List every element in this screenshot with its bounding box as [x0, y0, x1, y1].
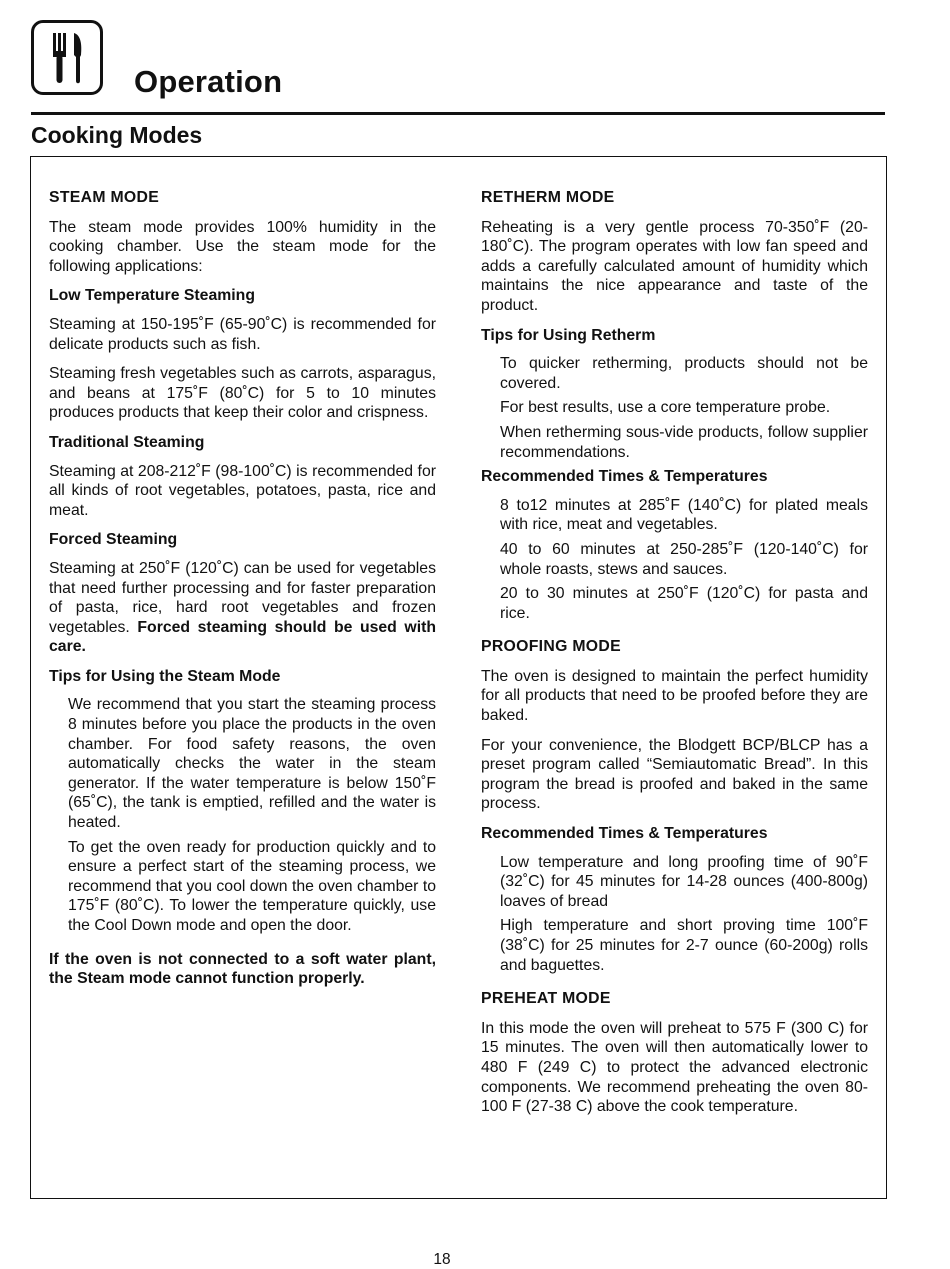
preheat-mode-heading: PREHEAT MODE — [481, 990, 611, 1008]
preheat-text: In this mode the oven will preheat to 575 F (300 C) for 15 minutes. The oven will then automatically lower to 480 F (249 C) to protect the advanced electronic components. We recommend preheating the oven 80-100 F (27-38 C) above the cook temperature. — [481, 1019, 868, 1116]
retherm-time-3: 20 to 30 minutes at 250˚F (120˚C) for pasta and rice. — [500, 585, 868, 622]
steam-intro: The steam mode provides 100% humidity in the cooking chamber. Use the steam mode for the following applications: — [49, 218, 436, 275]
forced-steaming-warning: Forced steaming should be used with care. — [49, 618, 437, 656]
retherm-mode-heading: RETHERM MODE — [481, 189, 615, 206]
retherm-time-2: 40 to 60 minutes at 250-285˚F (120-140˚C) for whole roasts, stews and sauces. — [500, 540, 868, 578]
proofing-intro: The oven is designed to maintain the perfect humidity for all products that need to be proofed before they are baked. — [481, 667, 868, 725]
proofing-time-1: Low temperature and long proofing time of 90˚F (32˚C) for 45 minutes for 14-28 ounces (400-800g) loaves of bread — [500, 853, 868, 910]
left-column — [49, 188, 436, 999]
retherm-intro: Reheating is a very gentle process 70-350˚F (20-180˚C). The program operates with low fan speed and adds a carefully calculated amount of humidity which maintains the nice appearance and taste of the product. — [481, 218, 868, 314]
content-box — [30, 156, 887, 1199]
soft-water-warning: If the oven is not connected to a soft water plant, the Steam mode cannot function properly. — [49, 950, 436, 988]
proofing-times-heading: Recommended Times & Temperatures — [481, 825, 768, 843]
retherm-tip-3: When retherming sous-vide products, follow supplier recommendations. — [500, 423, 868, 461]
page-title: Operation — [134, 64, 283, 99]
page-number: 18 — [433, 1251, 451, 1268]
retherm-times-heading: Recommended Times & Temperatures — [481, 468, 768, 486]
low-temp-steaming-text-1: Steaming at 150-195˚F (65-90˚C) is recommended for delicate products such as fish. — [49, 315, 436, 353]
fork-knife-icon — [31, 20, 103, 95]
traditional-steaming-heading: Traditional Steaming — [49, 433, 205, 451]
forced-steaming-heading: Forced Steaming — [49, 531, 178, 549]
steam-mode-heading: STEAM MODE — [49, 189, 160, 206]
retherm-tip-1: To quicker retherming, products should not be covered. — [500, 355, 868, 392]
retherm-tips-heading: Tips for Using Retherm — [481, 326, 656, 344]
traditional-steaming-text: Steaming at 208-212˚F (98-100˚C) is recommended for all kinds of root vegetables, potatoes, pasta, rice and meat. — [49, 462, 436, 519]
retherm-time-1: 8 to12 minutes at 285˚F (140˚C) for plated meals with rice, meat and vegetables. — [500, 496, 868, 534]
section-title: Cooking Modes — [31, 122, 203, 148]
steam-tip-2: To get the oven ready for production quickly and to ensure a perfect start of the steaming process, we recommend that you cool down the oven chamber to 175˚F (80˚C). To lower the temperature quickly, use the Cool Down mode and open the door. — [68, 838, 436, 934]
steam-tips-heading: Tips for Using the Steam Mode — [49, 667, 281, 685]
proofing-program: For your convenience, the Blodgett BCP/BLCP has a preset program called “Semiautomatic Bread”. In this program the bread is proofed and baked in the same process. — [481, 736, 868, 813]
low-temp-steaming-heading: Low Temperature Steaming — [49, 287, 255, 305]
title-divider — [31, 112, 885, 115]
forced-steaming-text: Steaming at 250˚F (120˚C) can be used for vegetables that need further processing and for faster preparation of pasta, rice, hard root vegetables and frozen vegetables. Forced steaming should be used with care. — [49, 559, 437, 656]
proofing-time-2: High temperature and short proving time 100˚F (38˚C) for 25 minutes for 2-7 ounce (60-200g) rolls and baguettes. — [500, 917, 868, 974]
proofing-mode-heading: PROOFING MODE — [481, 638, 621, 656]
retherm-tip-2: For best results, use a core temperature probe. — [500, 399, 831, 417]
right-column — [481, 188, 868, 1127]
steam-tip-1: We recommend that you start the steaming process 8 minutes before you place the products in the oven chamber. For food safety reasons, the oven automatically checks the water in the steam generator. If the water temperature is below 150˚F (65˚C), the tank is emptied, refilled and the water is heated. — [68, 696, 436, 832]
low-temp-steaming-text-2: Steaming fresh vegetables such as carrots, asparagus, and beans at 175˚F (80˚C) for 5 to 10 minutes produces products that keep their color and crispness. — [49, 365, 436, 422]
